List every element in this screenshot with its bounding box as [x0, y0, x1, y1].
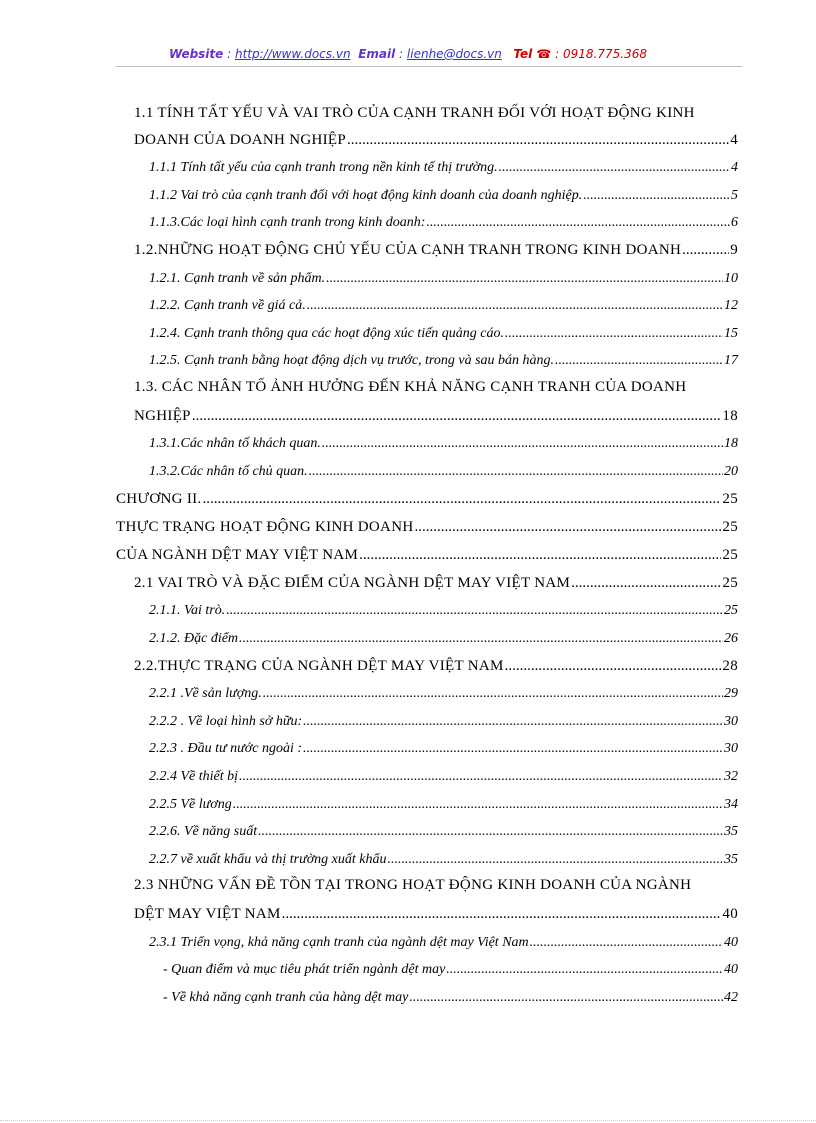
toc-page-number: 40 — [722, 906, 738, 922]
toc-entry-text: 2.2.1 .Về sản lượng. — [149, 686, 262, 701]
toc-page-number: 4 — [731, 160, 738, 175]
toc-leader — [414, 519, 721, 536]
toc-leader — [499, 160, 730, 176]
toc-page-number: 18 — [722, 408, 738, 424]
toc-entry-s211[interactable] — [149, 603, 738, 619]
toc-entry-s21[interactable] — [134, 575, 738, 592]
toc-entry-text: 1.3.2.Các nhân tố chủ quan. — [149, 464, 308, 479]
toc-entry-ch2-title2[interactable] — [116, 547, 738, 564]
toc-entry-text: 2.2.2 . Về loại hình sở hữu: — [149, 714, 303, 729]
page-bottom-border — [0, 1120, 816, 1121]
toc-page-number: 32 — [724, 769, 738, 784]
toc-leader — [359, 547, 721, 564]
toc-entry-text: 2.2.THỰC TRẠNG CỦA NGÀNH DỆT MAY VIỆT NAM — [134, 658, 504, 674]
toc-leader — [583, 188, 730, 204]
toc-page-number: 5 — [731, 188, 738, 203]
toc-entry-text: DỆT MAY VIỆT NAM — [134, 906, 281, 922]
toc-leader — [192, 408, 722, 425]
tel-value: : 0918.775.368 — [551, 47, 648, 61]
toc-page-number: 25 — [722, 491, 738, 507]
toc-entry-s113[interactable] — [149, 215, 738, 231]
toc-page-number: 40 — [724, 935, 738, 950]
toc-page-number: 25 — [722, 575, 738, 591]
toc-entry-s13[interactable] — [134, 408, 738, 425]
toc-entry-s12[interactable] — [134, 242, 738, 259]
toc-leader — [426, 215, 730, 231]
toc-entry-ch2-title1[interactable] — [116, 519, 738, 536]
toc-entry-text: 2.2.4 Về thiết bị — [149, 769, 239, 784]
toc-entry-text: 1.2.1. Cạnh tranh về sản phẩm. — [149, 271, 326, 286]
toc-page-number: 25 — [724, 603, 738, 618]
toc-entry-s124[interactable] — [149, 326, 738, 342]
toc-entry-s223[interactable] — [149, 741, 738, 757]
toc-page-number: 12 — [724, 298, 738, 313]
toc-entry-bullet2[interactable] — [163, 990, 738, 1006]
toc-entry-text: 1.1.1 Tính tất yếu của cạnh tranh trong nền kinh tế thị trường. — [149, 160, 498, 175]
toc-leader — [326, 271, 723, 287]
toc-entry-s132[interactable] — [149, 464, 738, 480]
toc-leader — [239, 631, 723, 647]
toc-page-number: 9 — [730, 242, 738, 258]
toc-page-number: 10 — [724, 271, 738, 286]
colon: : — [223, 47, 235, 61]
toc-leader — [571, 575, 721, 592]
toc-leader — [322, 436, 723, 452]
toc-entry-s224[interactable] — [149, 769, 738, 785]
toc-entry-text: 1.2.2. Cạnh tranh về giá cả. — [149, 298, 306, 313]
email-link[interactable]: lienhe@docs.vn — [406, 47, 502, 61]
toc-page-number: 20 — [724, 464, 738, 479]
toc-entry-s131[interactable] — [149, 436, 738, 452]
toc-leader — [202, 491, 721, 508]
toc-entry-text: CHƯƠNG II. — [116, 491, 202, 507]
toc-entry-text: 1.2.4. Cạnh tranh thông qua các hoạt động xúc tiến quảng cáo. — [149, 326, 505, 341]
toc-page-number: 35 — [724, 824, 738, 839]
toc-entry-s122[interactable] — [149, 298, 738, 314]
toc-page-number: 26 — [724, 631, 738, 646]
toc-leader — [226, 603, 723, 619]
toc-entry-text: CỦA NGÀNH DỆT MAY VIỆT NAM — [116, 547, 359, 563]
toc-entry-s121[interactable] — [149, 271, 738, 287]
toc-entry-text: 2.1 VAI TRÒ VÀ ĐẶC ĐIỂM CỦA NGÀNH DỆT MAY VIỆT NAM — [134, 575, 571, 591]
toc-leader — [409, 990, 723, 1006]
toc-s11-line1[interactable]: 1.1 TÍNH TẤT YẾU VÀ VAI TRÒ CỦA CẠNH TRANH ĐỐI VỚI HOẠT ĐỘNG KINH — [134, 105, 695, 121]
toc-entry-s23[interactable] — [134, 906, 738, 923]
toc-page-number: 6 — [731, 215, 738, 230]
toc-entry-bullet1[interactable] — [163, 962, 738, 978]
toc-entry-s112[interactable] — [149, 188, 738, 204]
toc-entry-text: 2.2.5 Về lương — [149, 797, 232, 812]
toc-entry-s226[interactable] — [149, 824, 738, 840]
toc-entry-text: - Về khả năng cạnh tranh của hàng dệt may — [163, 990, 409, 1005]
toc-entry-s212[interactable] — [149, 631, 738, 647]
toc-leader — [347, 132, 729, 149]
email-label: Email — [358, 47, 396, 61]
toc-entry-text: 2.2.3 . Đầu tư nước ngoài : — [149, 741, 303, 756]
toc-leader — [307, 298, 723, 314]
toc-entry-text: NGHIỆP — [134, 408, 191, 424]
toc-page-number: 40 — [724, 962, 738, 977]
toc-page-number: 30 — [724, 714, 738, 729]
toc-leader — [388, 852, 723, 868]
toc-page-number: 30 — [724, 741, 738, 756]
toc-leader — [446, 962, 723, 978]
toc-entry-text: 2.1.2. Đặc điểm — [149, 631, 239, 646]
toc-page-number: 29 — [724, 686, 738, 701]
toc-page-number: 17 — [724, 353, 738, 368]
toc-entry-text: - Quan điểm và mục tiêu phát triển ngành dệt may — [163, 962, 446, 977]
toc-leader — [555, 353, 723, 369]
toc-entry-s125[interactable] — [149, 353, 738, 369]
toc-page-number: 25 — [722, 547, 738, 563]
toc-entry-text: 1.2.NHỮNG HOẠT ĐỘNG CHỦ YẾU CỦA CẠNH TRANH TRONG KINH DOANH — [134, 242, 682, 258]
toc-page-number: 34 — [724, 797, 738, 812]
toc-page-number: 25 — [722, 519, 738, 535]
toc-leader — [303, 714, 723, 730]
toc-entry-text: 1.1.2 Vai trò của cạnh tranh đối với hoạt động kinh doanh của doanh nghiệp. — [149, 188, 583, 203]
colon: : — [395, 47, 407, 61]
toc-entry-ch2[interactable] — [116, 491, 738, 508]
toc-leader — [258, 824, 723, 840]
toc-entry-s11[interactable] — [134, 132, 738, 149]
toc-leader — [263, 686, 723, 702]
toc-entry-s225[interactable] — [149, 797, 738, 813]
toc-leader — [530, 935, 723, 951]
toc-entry-text: 2.2.7 về xuất khẩu và thị trường xuất khẩu — [149, 852, 387, 867]
toc-page-number: 18 — [724, 436, 738, 451]
toc-entry-s22[interactable] — [134, 658, 738, 675]
toc-s23-line1[interactable]: 2.3 NHỮNG VẤN ĐỀ TỒN TẠI TRONG HOẠT ĐỘNG KINH DOANH CỦA NGÀNH — [134, 877, 692, 893]
toc-page-number: 35 — [724, 852, 738, 867]
toc-page-number: 28 — [722, 658, 738, 674]
toc-entry-text: 2.1.1. Vai trò. — [149, 603, 226, 618]
toc-entry-text: 1.3.1.Các nhân tố khách quan. — [149, 436, 321, 451]
toc-leader — [505, 658, 722, 675]
toc-entry-s221[interactable] — [149, 686, 738, 702]
toc-entry-s231[interactable] — [149, 935, 738, 951]
toc-entry-text: 2.3.1 Triển vọng, khả năng cạnh tranh của ngành dệt may Việt Nam — [149, 935, 529, 950]
toc-page-number: 15 — [724, 326, 738, 341]
toc-leader — [505, 326, 723, 342]
tel-label: Tel ☎ — [513, 47, 552, 61]
toc-entry-s222[interactable] — [149, 714, 738, 730]
toc-entry-text: 2.2.6. Về năng suất — [149, 824, 258, 839]
toc-page-number: 42 — [724, 990, 738, 1005]
toc-leader — [303, 741, 723, 757]
toc-entry-s111[interactable] — [149, 160, 738, 176]
header-divider — [116, 66, 742, 67]
toc-leader — [309, 464, 723, 480]
toc-entry-text: 1.1.3.Các loại hình cạnh tranh trong kinh doanh: — [149, 215, 426, 230]
toc-page-number: 4 — [730, 132, 738, 148]
toc-entry-s227[interactable] — [149, 852, 738, 868]
page-header — [0, 47, 816, 61]
toc-entry-text: 1.2.5. Cạnh tranh bằng hoạt động dịch vụ trước, trong và sau bán hàng. — [149, 353, 555, 368]
toc-leader — [282, 906, 722, 923]
toc-s13-line1[interactable]: 1.3. CÁC NHÂN TỐ ẢNH HƯỞNG ĐẾN KHẢ NĂNG CẠNH TRANH CỦA DOANH — [134, 379, 687, 395]
website-label: Website — [168, 47, 224, 61]
toc-entry-text: DOANH CỦA DOANH NGHIỆP — [134, 132, 347, 148]
toc-leader — [239, 769, 723, 785]
toc-leader — [233, 797, 723, 813]
toc-leader — [682, 242, 729, 259]
website-link[interactable]: http://www.docs.vn — [234, 47, 351, 61]
toc-entry-text: THỰC TRẠNG HOẠT ĐỘNG KINH DOANH — [116, 519, 414, 535]
